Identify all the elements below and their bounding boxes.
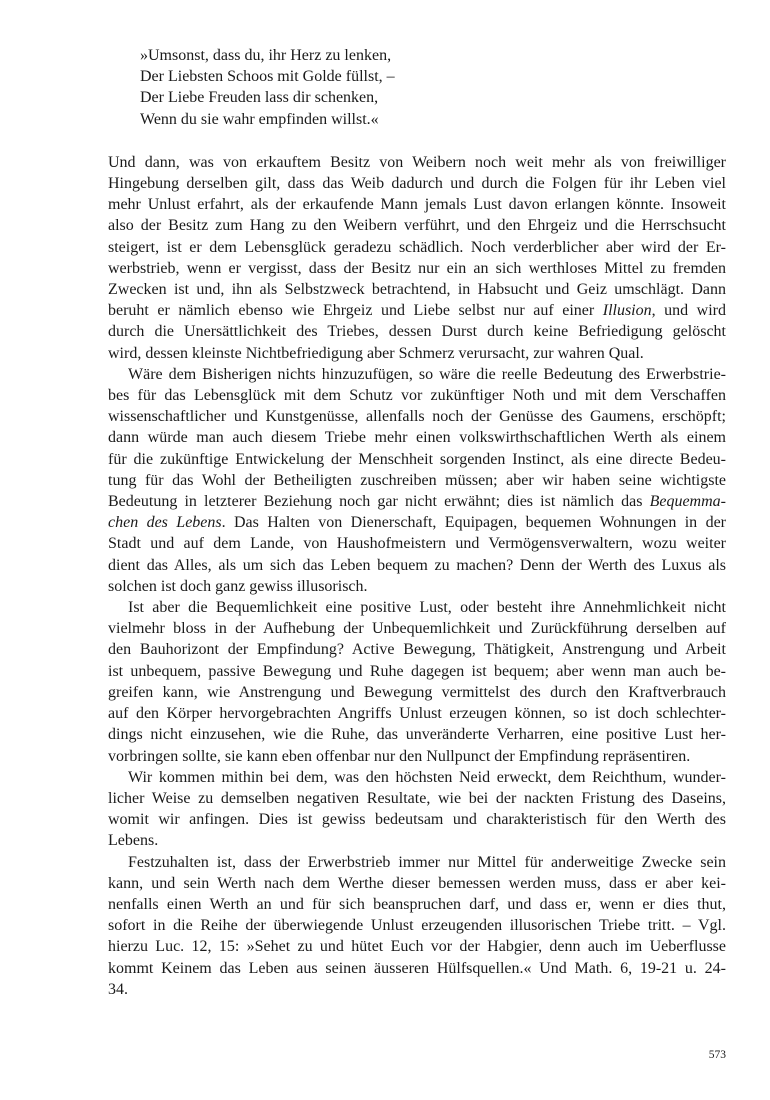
text-line: ist unbequem, passive Bewegung und Ruhe dagegen ist bequem; aber wenn man auch be- — [108, 662, 726, 680]
text-line: mehr Unlust erfahrt, als der erkaufende Mann jemals Lust davon erlangen könnte. Insoweit — [108, 196, 726, 214]
page-number: 573 — [708, 1049, 726, 1061]
text-line: Ist aber die Bequemlichkeit eine positive Lust, oder besteht ihre Annehmlichkeit nicht — [128, 599, 726, 617]
text-line: den Bauhorizont der Empfindung? Active Bewegung, Thätigkeit, Anstrengung und Arbeit — [108, 641, 726, 659]
text-line: für die zukünftige Entwickelung der Menschheit sorgenden Instinct, als eine directe Bedeu- — [108, 450, 726, 468]
text-line: steigert, ist er dem Lebensglück geradezu schädlich. Noch verderblicher aber wird der Er- — [108, 238, 726, 256]
text-line: 34. — [108, 980, 128, 998]
text-line: dings nicht einzusehen, wie die Ruhe, das unveränderte Verharren, eine positive Lust her- — [108, 726, 726, 744]
text-line: werbstrieb, wenn er vergisst, dass der Besitz nur ein an sich werthloses Mittel zu fremden — [108, 259, 726, 277]
text-line: durch die Unersättlichkeit des Triebes, dessen Durst durch keine Befriedigung gelöscht — [108, 323, 726, 341]
text-line: Zwecken ist und, ihn als Selbstzweck betrachtend, in Habsucht und Geiz umschlägt. Dann — [108, 281, 726, 299]
text-line: wissenschaftlicher und Kunstgenüsse, allenfalls noch der Genüsse des Gaumens, erschöpft; — [108, 408, 726, 426]
poem-quote — [140, 45, 726, 130]
text-line: greifen kann, wie Anstrengung und Bewegung vermittelst des durch den Kraftverbrauch — [108, 683, 726, 701]
text-line: kann, und sein Werth nach dem Werthe dieser bemessen werden muss, dass er aber kei- — [108, 874, 726, 892]
paragraph — [108, 767, 726, 852]
text-line: also der Besitz zum Hang zu den Weibern verführt, und den Ehrgeiz und die Herrschsucht — [108, 217, 726, 235]
text-line: nenfalls einen Werth an und für sich beanspruchen darf, und dass er, wenn er dies thut, — [108, 895, 726, 913]
text-line: chen des Lebens. Das Halten von Dienerschaft, Equipagen, bequemen Wohnungen in der — [108, 514, 726, 532]
paragraph — [108, 364, 726, 597]
text-line: Stadt und auf dem Lande, von Haushofmeistern und Vermögensverwaltern, wozu weiter — [108, 535, 726, 553]
text-line: solchen ist doch ganz gewiss illusorisch. — [108, 577, 368, 595]
text-line: Wäre dem Bisherigen nichts hinzuzufügen, so wäre die reelle Bedeutung des Erwerbstrie- — [128, 365, 726, 383]
paragraph — [108, 152, 726, 364]
body-text — [108, 152, 726, 1000]
text-column — [108, 45, 726, 1000]
text-line: Lebens. — [108, 832, 159, 850]
text-line: wird, dessen kleinste Nichtbefriedigung aber Schmerz verursacht, zur wahren Qual. — [108, 344, 644, 362]
text-line: Und dann, was von erkauftem Besitz von Weibern noch weit mehr als von freiwilliger — [108, 153, 726, 171]
text-line: tung für das Wohl der Betheiligten zuschreiben müssen; aber wir haben seine wichtigste — [108, 471, 726, 489]
poem-line: Der Liebe Freuden lass dir schenken, — [140, 89, 379, 107]
text-line: dient das Alles, als um sich das Leben bequem zu machen? Denn der Werth des Luxus als — [108, 556, 726, 574]
text-line: licher Weise zu demselben negativen Resultate, wie bei der nackten Fristung des Daseins, — [108, 789, 726, 807]
poem-line: Der Liebsten Schoos mit Golde füllst, – — [140, 68, 395, 86]
text-line: dann würde man auch diesem Triebe mehr einen volkswirthschaftlichen Werth als einem — [108, 429, 726, 447]
poem-line: »Umsonst, dass du, ihr Herz zu lenken, — [140, 47, 392, 64]
text-line: womit wir anfingen. Dies ist gewiss bedeutsam und charakteristisch für den Werth des — [108, 811, 726, 829]
text-line: vielmehr bloss in der Aufhebung der Unbequemlichkeit und Zurückführung derselben auf — [108, 620, 726, 638]
text-line: beruht er nämlich ebenso wie Ehrgeiz und Liebe selbst nur auf einer Illusion, und wird — [108, 302, 727, 320]
text-line: auf den Körper hervorgebrachten Angriffs Unlust erzeugen können, so ist doch schlechter- — [108, 705, 726, 723]
text-line: kommt Keinem das Leben aus seinen äusseren Hülfsquellen.« Und Math. 6, 19-21 u. 24- — [108, 959, 726, 977]
text-line: sofort in die Reihe der überwiegende Unlust erzeugenden illusorischen Triebe tritt. – Vgl. — [108, 917, 726, 935]
paragraph — [108, 597, 726, 767]
text-line: hierzu Luc. 12, 15: »Sehet zu und hütet Euch vor der Habgier, denn auch im Ueberflusse — [108, 938, 726, 956]
poem-line: Wenn du sie wahr empfinden willst.« — [140, 110, 379, 128]
text-line: Festzuhalten ist, dass der Erwerbstrieb immer nur Mittel für anderweitige Zwecke sein — [128, 853, 726, 871]
text-line: Bedeutung in letzterer Beziehung noch gar nicht erwähnt; dies ist nämlich das Bequemma- — [108, 493, 726, 511]
text-line: bes für das Lebensglück mit dem Schutz vor zukünftiger Noth und mit dem Verschaffen — [108, 387, 726, 405]
paragraph — [108, 852, 726, 1000]
text-line: Wir kommen mithin bei dem, was den höchsten Neid erweckt, dem Reichthum, wunder- — [128, 768, 726, 786]
text-line: Hingebung derselben gilt, dass das Weib dadurch und durch die Folgen für ihr Leben viel — [108, 175, 726, 193]
text-line: vorbringen sollte, sie kann eben offenbar nur den Nullpunct der Empfindung repräsentiren. — [108, 747, 691, 765]
